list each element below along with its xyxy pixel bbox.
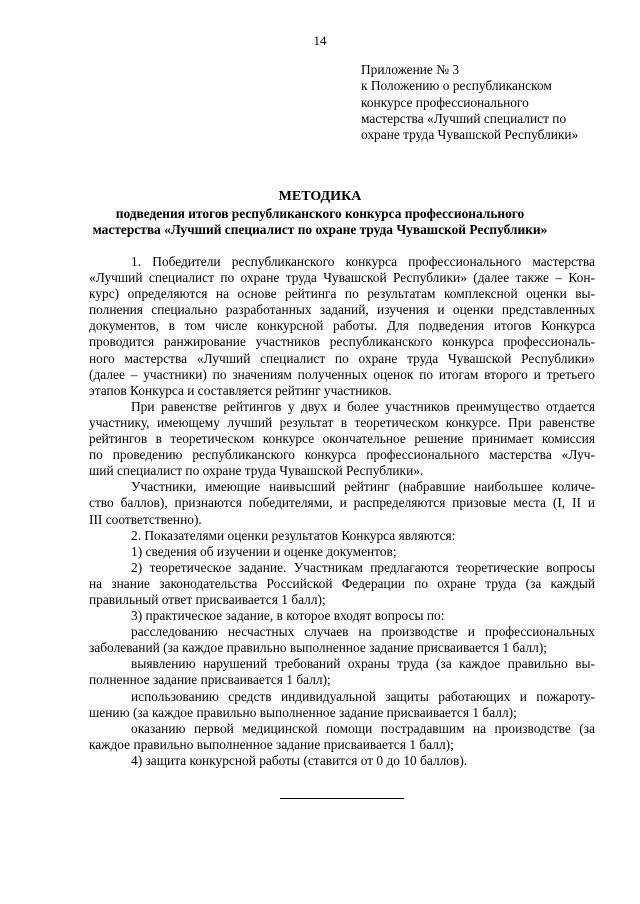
body-line: ший специалист по охране труда Чувашской Республики». xyxy=(89,463,424,479)
body-line: участнику, имеющему лучший результат в теоретическом конкурсе. При равенстве xyxy=(89,414,595,430)
appendix-line: мастерства «Лучший специалист по xyxy=(361,110,567,126)
body-line: проводится ранжирование участников республиканского конкурса профессиональ- xyxy=(89,334,595,350)
appendix-line: конкурсе профессионального xyxy=(361,94,529,110)
body-line: 2) теоретическое задание. Участникам предлагаются теоретические вопросы xyxy=(131,559,595,575)
document-title: МЕТОДИКА xyxy=(278,189,362,204)
document-subtitle xyxy=(60,206,580,238)
body-line: оказанию первой медицинской помощи пострадавшим на производстве (за xyxy=(131,720,595,736)
body-line: 1. Победители республиканского конкурса профессионального мастерства xyxy=(131,254,595,269)
body-line: полненное задание присваивается 1 балл); xyxy=(89,672,331,688)
body-line: 2. Показателями оценки результатов Конкурса являются: xyxy=(131,527,456,543)
body-line: (далее – участники) по значениям полученных оценок по итогам второго и третьего xyxy=(89,366,595,382)
body-line: III соответственно). xyxy=(89,511,202,527)
appendix-line: Приложение № 3 xyxy=(361,62,460,77)
body-line: «Лучший специалист по охране труда Чувашской Республики» (далее также – Кон- xyxy=(89,270,595,286)
body-line: использованию средств индивидуальной защиты работающих и пожароту- xyxy=(131,688,595,704)
document-body xyxy=(89,254,595,769)
body-line: полнения специально разработанных заданий, изучения и оценки представленных xyxy=(89,302,595,318)
page-number: 14 xyxy=(313,33,327,48)
body-line: курс) определяются на основе рейтинга по результатам комплексной оценки вы- xyxy=(89,286,595,302)
appendix-line: к Положению о республиканском xyxy=(361,78,552,94)
body-line: правильный ответ присваивается 1 балл); xyxy=(89,591,326,607)
body-line: 3) практическое задание, в которое входят вопросы по: xyxy=(131,608,445,624)
subtitle-line: подведения итогов республиканского конкурса профессионального xyxy=(115,206,525,221)
body-line: рейтингов в теоретическом конкурсе окончательное решение принимает комиссия xyxy=(89,431,595,447)
body-line: по проведению республиканского конкурса профессионального мастерства «Луч- xyxy=(89,447,595,463)
subtitle-line: мастерства «Лучший специалист по охране труда Чувашской Республики» xyxy=(92,222,548,237)
body-line: этапов Конкурса и составляется рейтинг участников. xyxy=(89,382,392,398)
body-line: расследованию несчастных случаев на производстве и профессиональных xyxy=(131,624,595,640)
body-line: ного мастерства «Лучший специалист по охране труда Чувашской Республики» xyxy=(89,350,595,366)
body-line: Участники, имеющие наивысший рейтинг (набравшие наибольшее количе- xyxy=(131,479,595,495)
body-line: 4) защита конкурсной работы (ставится от 0 до 10 баллов). xyxy=(131,752,468,768)
body-line: на знание законодательства Российской Федерации по охране труда (за каждый xyxy=(89,575,595,591)
body-line: выявлению нарушений требований охраны труда (за каждое правильно вы- xyxy=(131,656,595,672)
body-line: При равенстве рейтингов у двух и более участников преимущество отдается xyxy=(131,398,595,414)
body-line: документов, в том числе конкурсной работы. Для подведения итогов Конкурса xyxy=(89,318,595,334)
body-line: ство баллов), признаются победителями, и распределяются призовые места (I, II и xyxy=(89,495,595,511)
appendix-note xyxy=(361,62,631,143)
appendix-line: охране труда Чувашской Республики» xyxy=(361,127,579,143)
body-line: заболеваний (за каждое правильно выполненное задание присваивается 1 балл); xyxy=(89,640,547,656)
body-line: каждое правильно выполненное задание присваивается 1 балл); xyxy=(89,736,454,752)
body-line: шению (за каждое правильно выполненное задание присваивается 1 балл); xyxy=(89,704,517,720)
closing-divider xyxy=(280,798,404,799)
body-line: 1) сведения об изучении и оценке документов; xyxy=(131,543,397,559)
